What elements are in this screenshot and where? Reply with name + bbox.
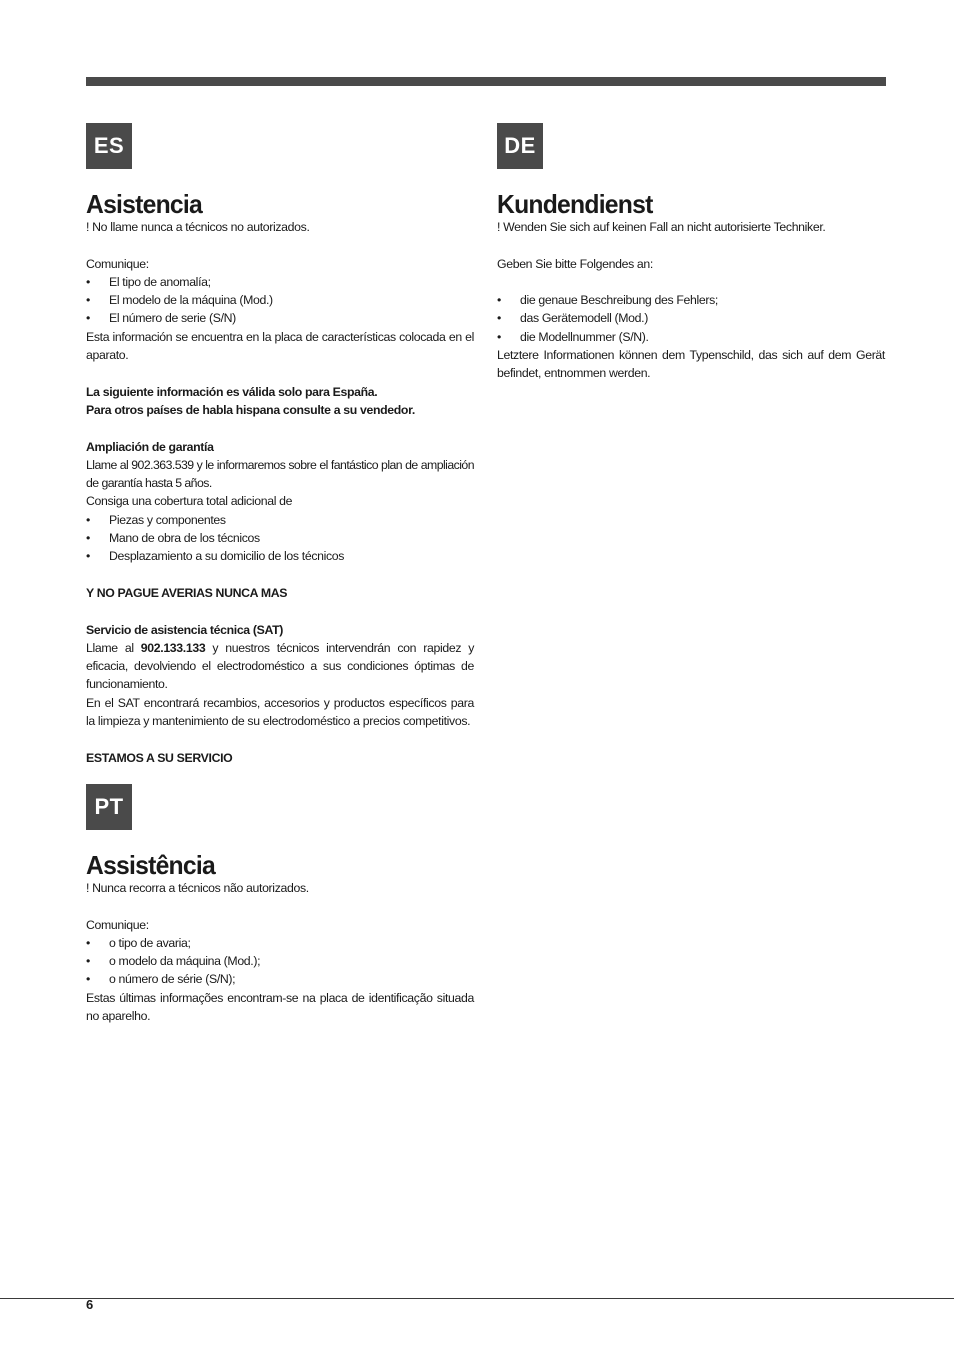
coverage-intro: Consiga una cobertura total adicional de — [86, 494, 293, 509]
sat-phone: 902.133.133 — [140, 640, 206, 655]
sat-text-2: En el SAT encontrará recambios, accesorios y productos específicos para la limpieza y mantenimiento de su electrodoméstico a precios competitivos. — [86, 695, 474, 729]
sat-heading: Servicio de asistencia técnica (SAT) — [86, 622, 283, 637]
list-item: • das Gerätemodell (Mod.) — [497, 309, 885, 327]
page-number: 6 — [86, 1297, 94, 1312]
list-item: • El modelo de la máquina (Mod.) — [86, 291, 474, 309]
warning-text: ! Wenden Sie sich auf keinen Fall an nicht autorisierte Techniker. — [497, 220, 826, 234]
list-item: • die genaue Beschreibung des Fehlers; — [497, 291, 885, 309]
other-countries-note: Para otros países de habla hispana consulte a su vendedor. — [86, 402, 415, 417]
warranty-heading: Ampliación de garantía — [86, 439, 214, 454]
warranty-text: Llame al 902.363.539 y le informaremos sobre el fantástico plan de ampliación de garantía hasta 5 años. — [86, 457, 474, 491]
service-slogan: ESTAMOS A SU SERVICIO — [86, 750, 233, 765]
info-list — [86, 273, 474, 328]
section-body — [86, 218, 474, 767]
communicate-label: Comunique: — [86, 917, 149, 932]
coverage-list — [86, 511, 474, 566]
info-text: Letztere Informationen können dem Typenschild, das sich auf dem Gerät befindet, entnommen werden. — [497, 348, 885, 381]
list-item: • o modelo da máquina (Mod.); — [86, 952, 474, 970]
list-item: • El tipo de anomalía; — [86, 273, 474, 291]
section-title: Assistência — [86, 850, 215, 880]
communicate-label: Geben Sie bitte Folgendes an: — [497, 256, 653, 271]
sat-text: Llame al 902.133.133 y nuestros técnicos intervendrán con rapidez y eficacia, devolviendo el electrodoméstico a sus condiciones óptimas de funcionamiento. — [86, 640, 474, 692]
list-item: • Mano de obra de los técnicos — [86, 529, 474, 547]
list-item: • die Modellnummer (S/N). — [497, 328, 885, 346]
section-body — [497, 218, 885, 383]
warning-text: ! No llame nunca a técnicos no autorizados. — [86, 220, 310, 234]
list-item: • El número de serie (S/N) — [86, 309, 474, 327]
section-title: Asistencia — [86, 189, 202, 219]
info-list — [86, 934, 474, 989]
language-badge-de: DE — [497, 123, 543, 169]
section-de — [497, 189, 885, 383]
no-pay-slogan: Y NO PAGUE AVERIAS NUNCA MAS — [86, 585, 288, 600]
header-rule — [86, 77, 886, 86]
language-badge-pt: PT — [86, 784, 132, 830]
list-item: • Desplazamiento a su domicilio de los técnicos — [86, 547, 474, 565]
list-item: • Piezas y componentes — [86, 511, 474, 529]
info-text: Estas últimas informações encontram-se na placa de identificação situada no aparelho. — [86, 990, 474, 1024]
list-item: • o número de série (S/N); — [86, 970, 474, 988]
section-title: Kundendienst — [497, 189, 653, 219]
section-pt — [86, 850, 474, 1025]
language-badge-es: ES — [86, 123, 132, 169]
section-es — [86, 189, 474, 767]
section-body — [86, 879, 474, 1025]
communicate-label: Comunique: — [86, 256, 149, 271]
list-item: • o tipo de avaria; — [86, 934, 474, 952]
footer-rule — [0, 1298, 954, 1299]
warning-text: ! Nunca recorra a técnicos não autorizados. — [86, 881, 309, 895]
info-list — [497, 291, 885, 346]
info-text: Esta información se encuentra en la placa de características colocada en el aparato. — [86, 329, 474, 363]
spain-note: La siguiente información es válida solo para España. — [86, 384, 378, 399]
